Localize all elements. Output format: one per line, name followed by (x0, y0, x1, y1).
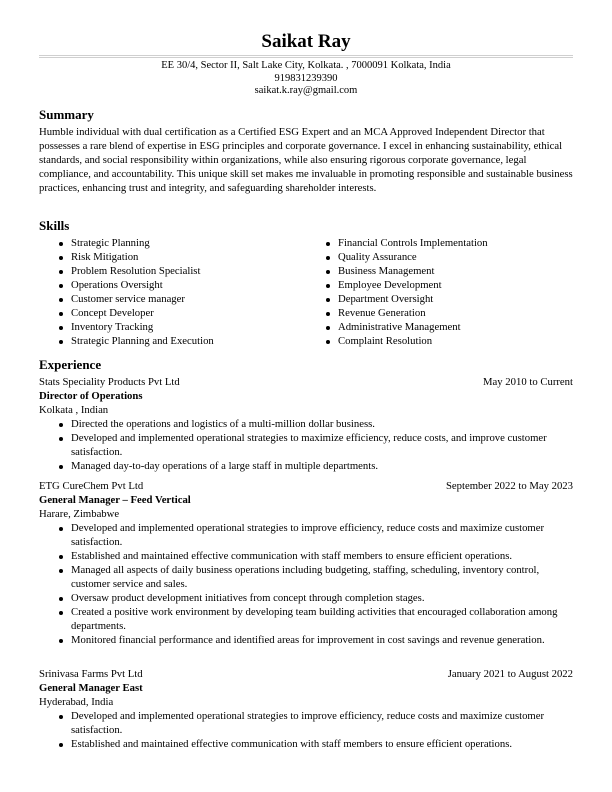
company-name: ETG CureChem Pvt Ltd (39, 480, 144, 492)
job-title: Director of Operations (39, 390, 143, 402)
contact-block (39, 60, 573, 98)
skills-column-2 (338, 236, 488, 348)
skill-item: Quality Assurance (338, 250, 488, 264)
job-bullets (39, 417, 573, 473)
job-bullet: Managed day-to-day operations of a large staff in multiple departments. (71, 459, 573, 473)
skills-heading: Skills (39, 218, 70, 233)
job-bullets (39, 709, 573, 751)
job-entry (39, 667, 573, 751)
skill-item: Administrative Management (338, 320, 488, 334)
skill-item: Business Management (338, 264, 488, 278)
job-title: General Manager East (39, 682, 143, 694)
address: EE 30/4, Sector II, Salt Lake City, Kolkata. , 7000091 Kolkata, India (161, 60, 451, 71)
job-bullet: Oversaw product development initiatives from concept through completion stages. (71, 591, 573, 605)
job-location: Kolkata , Indian (39, 404, 109, 416)
skill-item: Concept Developer (71, 306, 326, 320)
skill-item: Strategic Planning and Execution (71, 334, 326, 348)
job-title: General Manager – Feed Vertical (39, 494, 191, 506)
skill-item: Financial Controls Implementation (338, 237, 488, 249)
experience-heading: Experience (39, 357, 102, 372)
job-bullet: Monitored financial performance and identified areas for improvement in cost savings and revenue generation. (71, 633, 573, 647)
job-entry (39, 479, 573, 647)
header-divider (39, 55, 573, 58)
email: saikat.k.ray@gmail.com (254, 85, 358, 96)
skills-column-1 (71, 236, 326, 348)
job-bullet: Developed and implemented operational strategies to improve efficiency, reduce costs and maximize customer satisfaction. (71, 521, 573, 549)
job-bullet: Established and maintained effective communication with staff members to ensure efficient operations. (71, 737, 573, 751)
skill-item: Risk Mitigation (71, 250, 326, 264)
job-location: Harare, Zimbabwe (39, 508, 120, 520)
job-dates: September 2022 to May 2023 (445, 480, 573, 492)
skill-item: Customer service manager (71, 292, 326, 306)
skill-item: Complaint Resolution (338, 334, 488, 348)
summary-heading: Summary (39, 107, 94, 122)
job-bullet: Managed all aspects of daily business operations including budgeting, staffing, scheduling, inventory control, customer service and sales. (71, 563, 573, 591)
job-entry (39, 375, 573, 473)
skill-item: Operations Oversight (71, 278, 326, 292)
job-bullet: Developed and implemented operational strategies to maximize efficiency, reduce costs, and improve customer satisfaction. (71, 431, 573, 459)
phone: 919831239390 (274, 72, 338, 84)
job-location: Hyderabad, India (39, 696, 114, 708)
job-bullet: Developed and implemented operational strategies to improve efficiency, reduce costs and maximize customer satisfaction. (71, 709, 573, 737)
skill-item: Strategic Planning (71, 236, 326, 250)
job-bullet: Established and maintained effective communication with staff members to ensure efficient operations. (71, 549, 573, 563)
skill-item: Problem Resolution Specialist (71, 264, 326, 278)
company-name: Stats Speciality Products Pvt Ltd (39, 376, 180, 388)
skill-item: Department Oversight (338, 292, 488, 306)
candidate-name: Saikat Ray (261, 31, 351, 52)
skill-item: Employee Development (338, 278, 488, 292)
skill-item: Revenue Generation (338, 306, 488, 320)
job-bullet: Created a positive work environment by developing team building activities that encouraged collaboration among departments. (71, 605, 573, 633)
company-name: Srinivasa Farms Pvt Ltd (39, 668, 143, 680)
job-bullet: Directed the operations and logistics of a multi-million dollar business. (71, 417, 573, 431)
job-bullets (39, 521, 573, 647)
summary-text: Humble individual with dual certification as a Certified ESG Expert and an MCA Approved Independent Director that possesses a rare blend of expertise in ESG principles and corporate governance. I excel in enhancing sustainability, ethical standards, and social responsibility within organizations, while also ensuring rigorous corporate governance, legal compliance, and accountability. This unique skill set makes me invaluable in promoting responsible and sustainable business practices, enhancing trust and integrity, and safeguarding shareholder interests. (39, 126, 573, 194)
job-dates: January 2021 to August 2022 (447, 668, 573, 680)
job-dates: May 2010 to Current (483, 376, 573, 388)
skills-list (39, 236, 573, 348)
skill-item: Inventory Tracking (71, 320, 326, 334)
